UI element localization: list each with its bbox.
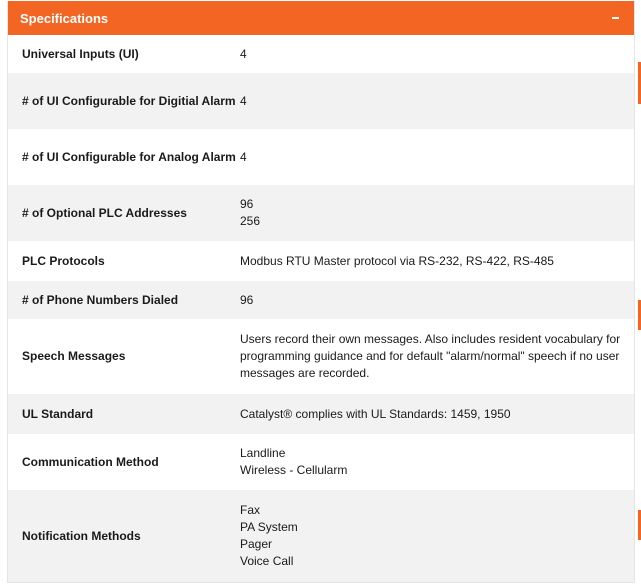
table-row — [8, 281, 634, 319]
table-row — [8, 490, 634, 582]
spec-value — [240, 281, 634, 319]
spec-label: Universal Inputs (UI) — [22, 46, 139, 61]
spec-value — [240, 394, 634, 434]
specifications-header[interactable] — [8, 1, 634, 35]
spec-label: Speech Messages — [22, 349, 126, 363]
spec-value — [240, 490, 634, 582]
spec-value-line: 96 — [240, 292, 254, 307]
table-row — [8, 35, 634, 73]
collapse-icon[interactable] — [606, 9, 624, 27]
table-row — [8, 319, 634, 394]
spec-value — [240, 241, 634, 281]
table-row — [8, 73, 634, 129]
specifications-table — [8, 35, 634, 582]
spec-value — [240, 73, 634, 129]
spec-label: # of Phone Numbers Dialed — [22, 292, 179, 307]
specifications-panel — [7, 1, 635, 583]
spec-label: UL Standard — [22, 406, 94, 421]
spec-value-line: 4 — [240, 149, 247, 164]
spec-value-line: 96 — [240, 197, 254, 211]
spec-label: # of UI Configurable for Digitial Alarm — [22, 93, 236, 108]
table-row — [8, 129, 634, 185]
spec-value — [240, 185, 634, 241]
spec-label: # of Optional PLC Addresses — [22, 205, 187, 220]
spec-value-line: Fax — [240, 503, 261, 517]
spec-value-line: Pager — [240, 537, 273, 551]
spec-label: Notification Methods — [22, 528, 141, 543]
spec-value-line: Voice Call — [240, 554, 294, 568]
spec-value-line: 256 — [240, 214, 261, 228]
spec-value-line: PA System — [240, 520, 298, 534]
spec-value-line: Users record their own messages. Also includes resident vocabulary for programming guidance and for default "alarm/normal" speech if no user messages are recorded. — [240, 332, 621, 380]
spec-value — [240, 319, 634, 394]
spec-value-line: Wireless - Cellularm — [240, 463, 348, 477]
spec-value — [240, 434, 634, 490]
table-row — [8, 434, 634, 490]
spec-value — [240, 35, 634, 73]
spec-label: PLC Protocols — [22, 253, 105, 268]
spec-value-line: Modbus RTU Master protocol via RS-232, RS-422, RS-485 — [240, 253, 554, 268]
specifications-title: Specifications — [20, 10, 109, 26]
spec-value-line: 4 — [240, 46, 247, 61]
spec-value — [240, 129, 634, 185]
spec-label: # of UI Configurable for Analog Alarm — [22, 149, 236, 164]
spec-value-line: Catalyst® complies with UL Standards: 1459, 1950 — [240, 406, 511, 421]
spec-value-line: Landline — [240, 446, 286, 460]
table-row — [8, 394, 634, 434]
spec-value-line: 4 — [240, 93, 247, 108]
spec-label: Communication Method — [22, 454, 159, 469]
table-row — [8, 241, 634, 281]
table-row — [8, 185, 634, 241]
